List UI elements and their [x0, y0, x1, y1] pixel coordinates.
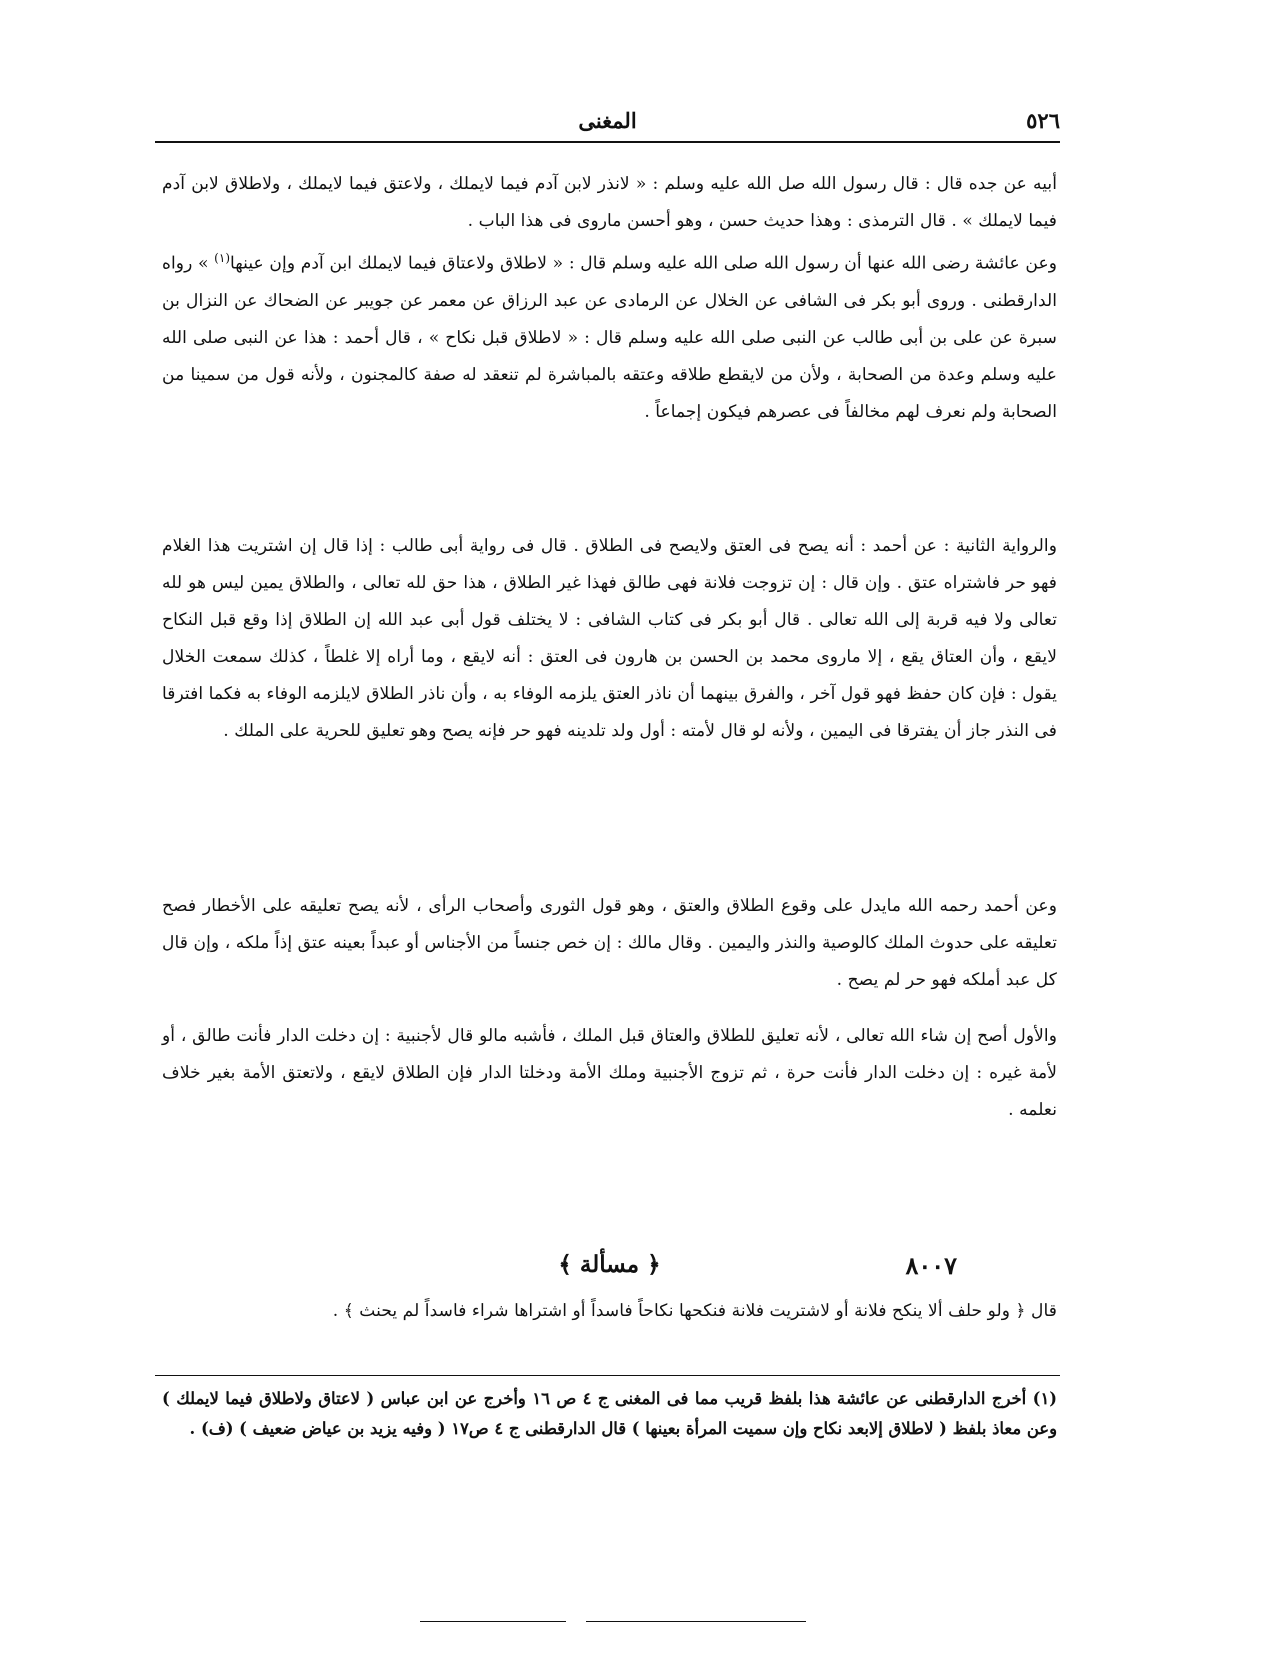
problem-title: ﴿ مسألة ﴾ [558, 1251, 661, 1278]
footnote-1: (١) أخرج الدارقطنى عن عائشة هذا بلفظ قريب مما فى المغنى ج ٤ ص ١٦ وأخرج عن ابن عباس ( لاعتاق ولاطلاق فيما لايملك ) وعن معاذ بلفظ ( لاطلاق إلابعد نكاح وإن سميت المرأة بعينها ) قال الدارقطنى ج ٤ ص١٧ ( وفيه يزيد بن عياض ضعيف ) (ف) . [162, 1389, 1058, 1438]
page-number: ٥٢٦ [1026, 108, 1060, 133]
problem-text: قال ﴿ ولو حلف ألا ينكح فلانة أو لاشتريت فلانة فنكحها نكاحاً فاسداً أو اشتراها شراء فاسداً لم يحنث ﴾ . [332, 1301, 1057, 1321]
footnote-rule [155, 1375, 1060, 1376]
page-header [155, 108, 1060, 138]
main-text [162, 166, 1057, 1246]
footnote-marker: (١) [214, 251, 230, 265]
paragraph-2-part-b: » رواه الدارقطنى . وروى أبو بكر فى الشافى عن الخلال عن الرمادى عن عبد الرزاق عن معمر عن جويبر عن الضحاك عن النزال بن سبرة عن على بن أبى طالب عن النبى صلى الله عليه وسلم قال : « لاطلاق قبل نكاح » ، قال أحمد : هذا عن النبى صلى الله عليه وسلم وعدة من الصحابة ، ولأن من لايقطع طلاقه وعتقه بالمباشرة لم تنعقد له صفة كالمجنون ، ولأنه قول من سمينا من الصحابة ولم نعرف لهم مخالفاً فى عصرهم فيكون إجماعاً . [162, 253, 1057, 422]
bottom-rule-left [420, 1621, 566, 1622]
paragraph-4: وعن أحمد رحمه الله مايدل على وقوع الطلاق والعتق ، وهو قول الثورى وأصحاب الرأى ، لأنه يصح تعليقه على الأخطار فصح تعليقه على حدوث الملك كالوصية والنذر واليمين . وقال مالك : إن خص جنساً من الأجناس أو عبداً بعينه عتق إذاً ملكه ، وإن قال كل عبد أملكه فهو حر لم يصح . [162, 896, 1057, 990]
paragraph-3: والرواية الثانية : عن أحمد : أنه يصح فى العتق ولايصح فى الطلاق . قال فى رواية أبى طالب : إذا قال إن اشتريت هذا الغلام فهو حر فاشتراه عتق . وإن قال : إن تزوجت فلانة فهى طالق فهذا غير الطلاق ، هذا حق لله تعالى ، والطلاق يمين ليس هو لله تعالى ولا فيه قربة إلى الله تعالى . قال أبو بكر فى كتاب الشافى : لا يختلف قول أبى عبد الله إن الطلاق إذا وقع قبل النكاح لايقع ، وأن العتاق يقع ، إلا ماروى محمد بن الحسن بن هارون فى العتق : أنه لايقع ، وما أراه إلا غلطاً ، كذلك سمعت الخلال يقول : فإن كان حفظ فهو قول آخر ، والفرق بينهما أن ناذر العتق يلزمه الوفاء به ، وأن ناذر الطلاق لايلزمه الوفاء به فكما افترقا فى النذر جاز أن يفترقا فى اليمين ، ولأنه لو قال لأمته : أول ولد تلدينه فهو حر فإنه يصح وهو تعليق للحرية على الملك . [162, 536, 1057, 741]
footnotes [162, 1384, 1057, 1444]
running-title: المغنى [578, 108, 637, 133]
paragraph-1: أبيه عن جده قال : قال رسول الله صل الله عليه وسلم : « لانذر لابن آدم فيما لايملك ، ولاعتق فيما لايملك ، ولاطلاق لابن آدم فيما لايملك » . قال الترمذى : وهذا حديث حسن ، وهو أحسن ماروى فى هذا الباب . [162, 174, 1057, 231]
paragraph-5: والأول أصح إن شاء الله تعالى ، لأنه تعليق للطلاق والعتاق قبل الملك ، فأشبه مالو قال لأجنبية : إن دخلت الدار فأنت طالق ، أو لأمة غيره : إن دخلت الدار فأنت حرة ، ثم تزوج الأجنبية وملك الأمة ودخلتا الدار فإن الطلاق لايقع ، ولاتعتق الأمة بغير خلاف نعلمه . [162, 1026, 1057, 1120]
problem-heading [162, 1251, 1057, 1291]
paragraph-2-part-a: وعن عائشة رضى الله عنها أن رسول الله صلى الله عليه وسلم قال : « لاطلاق ولاعتاق فيما لايملك ابن آدم وإن عينها [230, 253, 1058, 274]
bottom-rule-right [586, 1621, 806, 1622]
problem-text-block [162, 1293, 1057, 1373]
problem-number: ٨٠٠٧ [905, 1251, 957, 1280]
paragraph-2 [162, 240, 1057, 431]
header-rule [155, 141, 1060, 143]
